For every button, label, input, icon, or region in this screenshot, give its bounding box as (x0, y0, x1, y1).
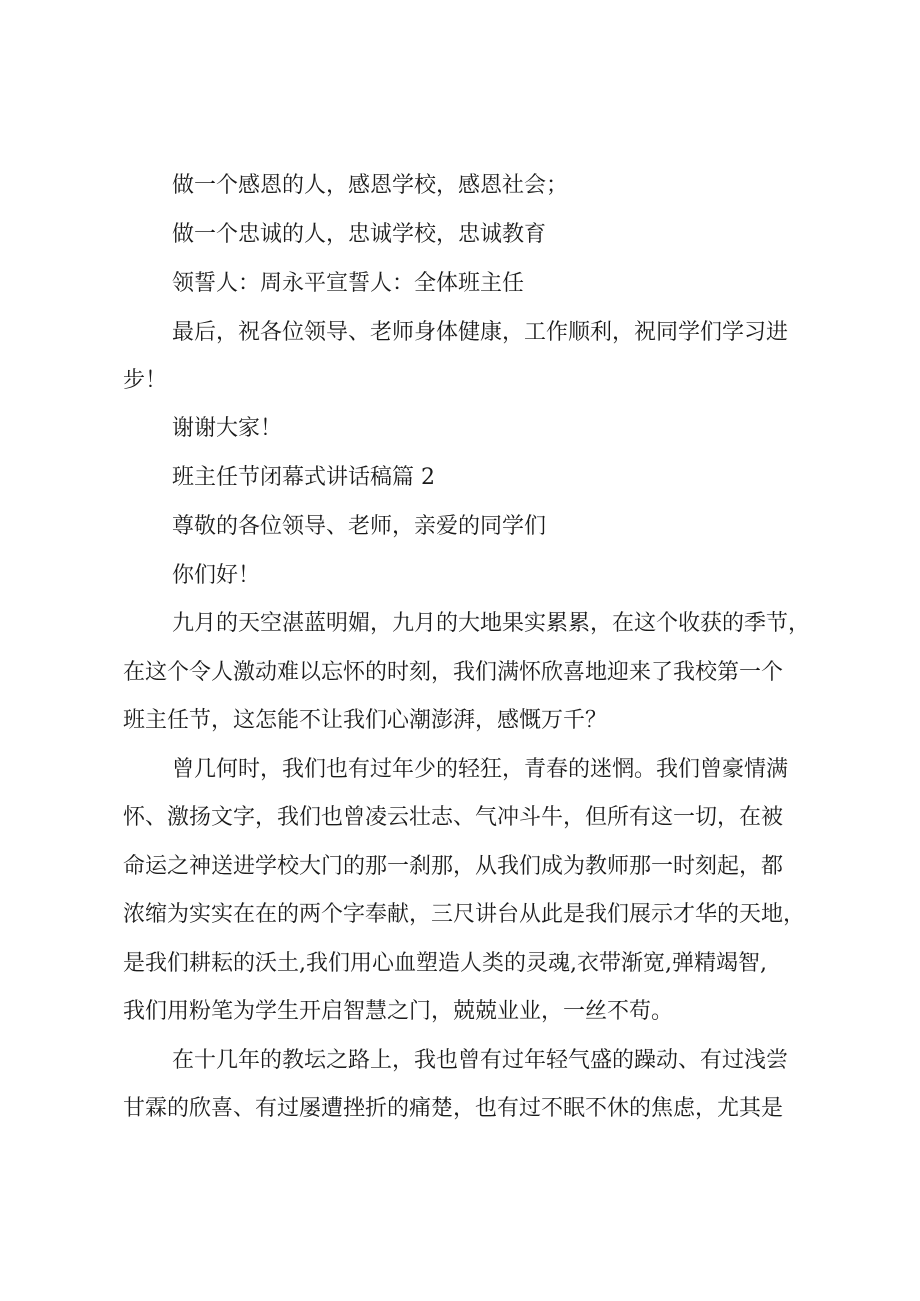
text-line: 最后，祝各位领导、老师身体健康，工作顺利，祝同学们学习进 (172, 320, 789, 345)
text-line: 做一个感恩的人，感恩学校，感恩社会； (172, 173, 569, 198)
text-line: 步！ (123, 368, 168, 393)
text-line: 在十几年的教坛之路上，我也曾有过年轻气盛的躁动、有过浅尝 (172, 1048, 789, 1073)
text-line: 谢谢大家！ (172, 416, 283, 441)
text-line: 浓缩为实实在在的两个字奉献，三尺讲台从此是我们展示才华的天地， (123, 902, 806, 927)
text-line: 领誓人：周永平宣誓人：全体班主任 (172, 271, 525, 296)
text-line: 你们好！ (172, 563, 261, 588)
text-line: 在这个令人激动难以忘怀的时刻，我们满怀欣喜地迎来了我校第一个 (123, 660, 784, 685)
text-line: 九月的天空湛蓝明媚，九月的大地果实累累，在这个收获的季节， (172, 611, 811, 636)
text-line: 怀、激扬文字，我们也曾凌云壮志、气冲斗牛，但所有这一切，在被 (123, 805, 784, 830)
text-line: 甘霖的欣喜、有过屡遭挫折的痛楚，也有过不眠不休的焦虑，尤其是 (123, 1096, 784, 1121)
text-line: 尊敬的各位领导、老师，亲爱的同学们 (172, 514, 547, 539)
text-line: 是我们耕耘的沃土,我们用心血塑造人类的灵魂,衣带渐宽,弹精竭智, (123, 951, 767, 976)
text-line: 班主任节，这怎能不让我们心潮澎湃，感慨万千？ (123, 708, 608, 733)
text-line: 我们用粉笔为学生开启智慧之门，兢兢业业，一丝不苟。 (123, 999, 674, 1024)
section-heading: 班主任节闭幕式讲话稿篇 2 (172, 465, 435, 490)
text-line: 命运之神送进学校大门的那一刹那，从我们成为教师那一时刻起，都 (123, 854, 784, 879)
text-line: 做一个忠诚的人，忠诚学校，忠诚教育 (172, 222, 547, 247)
text-line: 曾几何时，我们也有过年少的轻狂，青春的迷惘。我们曾豪情满 (172, 757, 789, 782)
